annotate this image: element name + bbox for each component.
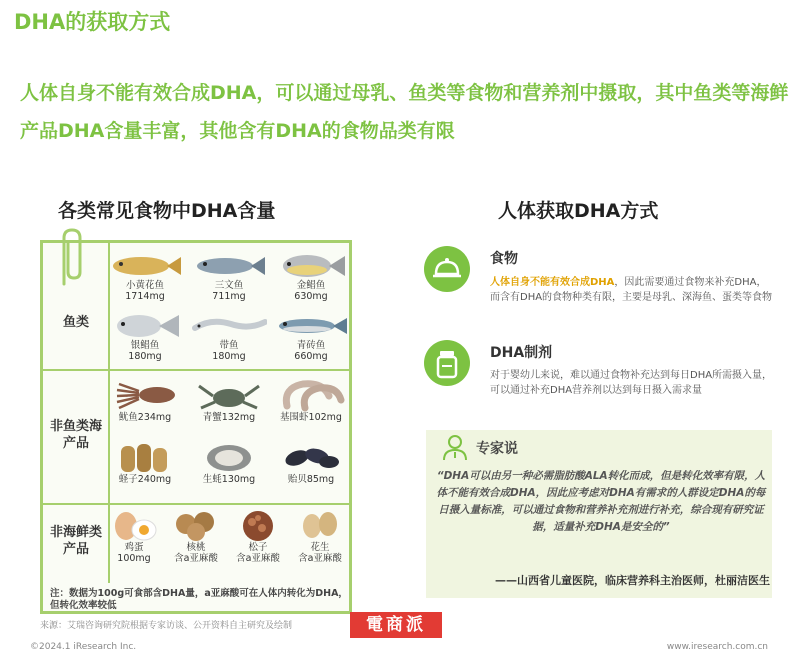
golden-pomfret-icon — [273, 252, 349, 280]
hairtail-icon — [191, 312, 267, 340]
walnut-icon — [166, 508, 226, 542]
mackerel-icon — [273, 312, 349, 340]
category-label-fish: 鱼类 — [62, 315, 89, 330]
card-divider — [43, 503, 351, 505]
razor-clam-icon — [107, 440, 183, 474]
food-item: 核桃 含a亚麻酸 — [160, 508, 232, 564]
food-item: 蛏子240mg — [104, 440, 186, 485]
food-item: 银鲳鱼 180mg — [104, 312, 186, 362]
page-title: DHA的获取方式 — [14, 10, 171, 34]
crab-icon — [191, 378, 267, 412]
food-cloche-icon — [424, 246, 470, 292]
food-item: 三文鱼 711mg — [188, 252, 270, 302]
expert-signature: ——山西省儿童医院，临床营养科主治医师，杜丽洁医生 — [495, 574, 770, 587]
doctor-icon — [440, 432, 470, 462]
food-item: 鱿鱼234mg — [104, 378, 186, 423]
supplement-bottle-icon — [424, 340, 470, 386]
way-title-food: 食物 — [490, 251, 518, 267]
website-url: www.iresearch.com.cn — [666, 642, 768, 652]
food-item: 带鱼 180mg — [188, 312, 270, 362]
egg-icon — [104, 508, 164, 542]
oyster-icon — [191, 440, 267, 474]
silver-pomfret-icon — [107, 312, 183, 340]
shrimp-icon — [273, 378, 349, 412]
card-footnote: 注：数据为100g可食部含DHA量，a亚麻酸可在人体内转化为DHA，但转化效率较低 — [50, 588, 348, 611]
way-desc-food: 人体自身不能有效合成DHA，因此需要通过食物来补充DHA，而含有DHA的食物种类有限，主要是母乳、深海鱼、蛋类等食物 — [490, 277, 773, 303]
food-item: 鸡蛋 100mg — [98, 508, 170, 564]
food-item: 生蚝130mg — [188, 440, 270, 485]
yellow-croaker-icon — [107, 252, 183, 280]
food-item: 金鲳鱼 630mg — [270, 252, 352, 302]
category-label-nonseafood: 非海鲜类产品 — [49, 525, 102, 557]
paperclip-icon — [54, 226, 88, 288]
food-item: 青砖鱼 660mg — [270, 312, 352, 362]
peanut-icon — [290, 508, 350, 542]
squid-icon — [107, 378, 183, 412]
salmon-icon — [191, 252, 267, 280]
food-item: 贻贝85mg — [270, 440, 352, 485]
watermark-logo: 電商派 — [350, 612, 442, 638]
way-desc-supplement: 对于婴幼儿来说，难以通过食物补充达到每日DHA所需摄入量，可以通过补充DHA营养剂以达到每日摄入需求量 — [490, 370, 773, 396]
mussel-icon — [273, 440, 349, 474]
food-item: 松子 含a亚麻酸 — [222, 508, 294, 564]
food-item: 青蟹132mg — [188, 378, 270, 423]
left-panel-title: 各类常见食物中DHA含量 — [58, 200, 276, 222]
right-panel-title: 人体获取DHA方式 — [498, 200, 659, 222]
card-divider — [43, 369, 351, 371]
expert-title: 专家说 — [476, 441, 518, 457]
source-note: 来源：艾瑞咨询研究院根据专家访谈、公开资料自主研究及绘制 — [40, 621, 293, 631]
food-item: 小黄花鱼 1714mg — [104, 252, 186, 302]
expert-quote: “DHA可以由另一种必需脂肪酸ALA转化而成，但是转化效率有限，人体不能有效合成DHA，因此应考虑对DHA有需求的人群设定DHA的每日摄入量标准，可以通过食物和营养补充剂进行补充，综合现有研究证据，适量补充DHA是安全的” — [436, 470, 766, 533]
category-label-seafood: 非鱼类海产品 — [49, 419, 102, 451]
way-title-supplement: DHA制剂 — [490, 345, 553, 361]
food-item: 基围虾102mg — [270, 378, 352, 423]
headline: 人体自身不能有效合成DHA，可以通过母乳、鱼类等食物和营养剂中摄取，其中鱼类等海鲜产品DHA含量丰富，其他含有DHA的食物品类有限 — [20, 82, 789, 142]
copyright: ©2024.1 iResearch Inc. — [30, 642, 137, 652]
pine-nut-icon — [228, 508, 288, 542]
food-item: 花生 含a亚麻酸 — [284, 508, 356, 564]
